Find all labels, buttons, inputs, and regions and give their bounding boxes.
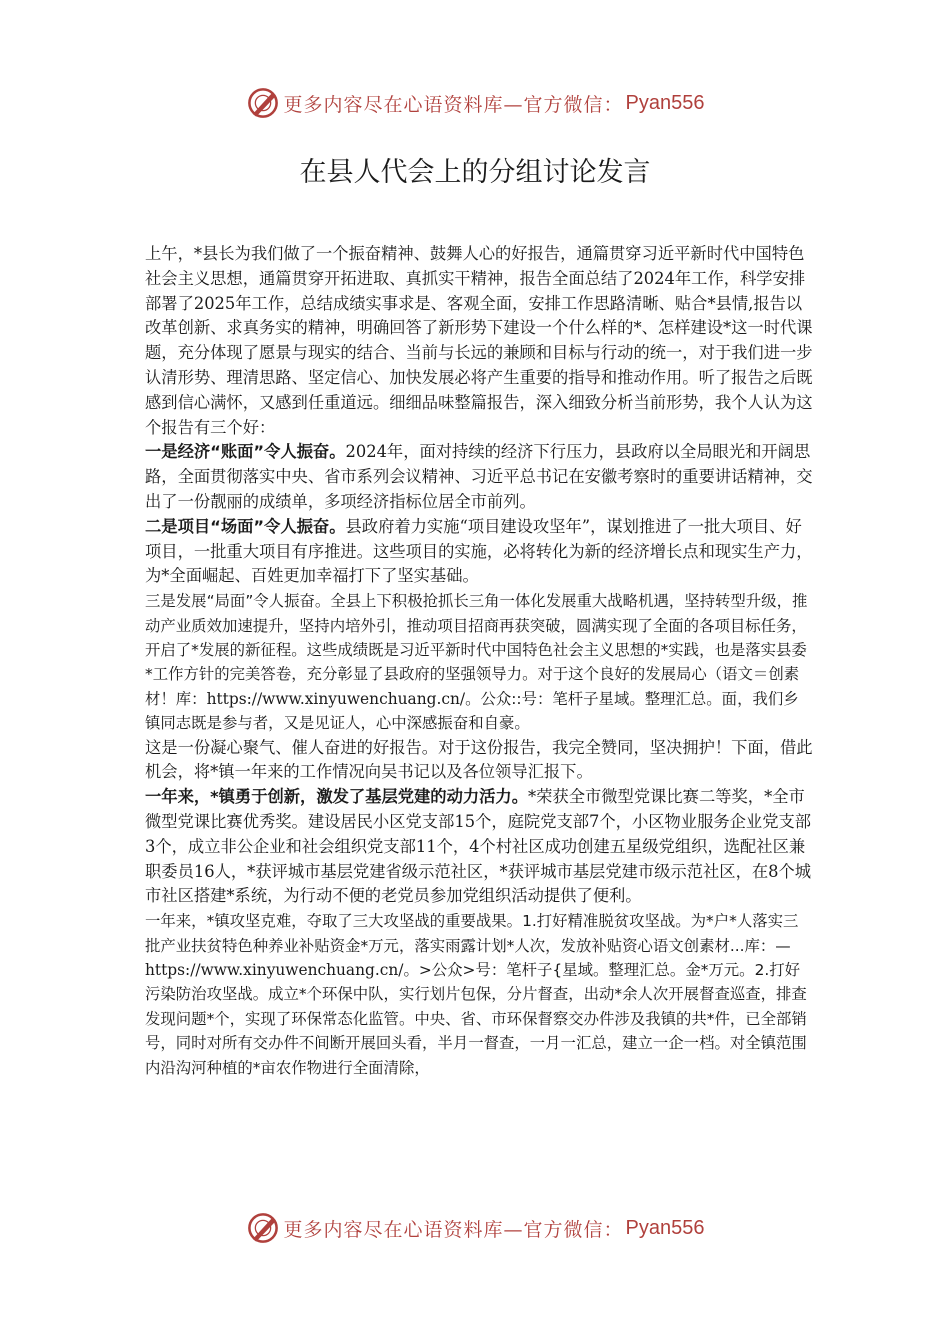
project-paragraph xyxy=(145,515,813,589)
party-building-paragraph xyxy=(145,785,813,909)
economy-text: 2024年，面对持续的经济下行压力，县政府以全局眼光和开阔思路，全面贯彻落实中央、省市系列会议精神、习近平总书记在安徽考察时的重要讲话精神，交出了一份靓丽的成绩单，多项经济指标位居全市前列。 xyxy=(145,442,813,511)
header-watermark-banner xyxy=(0,83,950,123)
banner-text: 更多内容尽在心语资料库—官方微信： xyxy=(283,93,624,116)
document-body xyxy=(145,242,813,1080)
page-title: 在县人代会上的分组讨论发言 xyxy=(299,157,651,188)
economy-paragraph xyxy=(145,440,813,514)
three-battles-paragraph xyxy=(145,909,813,1080)
three-battles-text-end: 。>公众>号：笔杆子{星域。整理汇总。金*万元。2.打好污染防治攻坚战。成立*个环保中队，实行划片包保，分片督查，出动*余人次开展督查巡查，排查发现问题*个，实现了环保常态化监管。中央、省、市环保督察交办件涉及我镇的共*件，已全部销号，同时对所有交办件不间断开展回头看，半月一督查，一月一汇总，建立一企一档。对全镇范围内沿沟河种植的*亩农作物进行全面清除， xyxy=(145,960,807,1077)
source-url-2: https://www.xinyuwenchuang.cn/ xyxy=(145,960,404,979)
banner-wechat-id: Pyan556 xyxy=(625,91,705,114)
banner-text: 更多内容尽在心语资料库—官方微信： xyxy=(283,1218,624,1241)
party-building-heading: 一年来，*镇勇于创新，激发了基层党建的动力活力。 xyxy=(145,787,528,807)
pen-logo-icon xyxy=(246,1211,280,1245)
intro-paragraph: 上午，*县长为我们做了一个振奋精神、鼓舞人心的好报告，通篇贯穿习近平新时代中国特色社会主义思想，通篇贯穿开拓进取、真抓实干精神，报告全面总结了2024年工作，科学安排部署了2025年工作，总结成绩实事求是、客观全面，安排工作思路清晰、贴合*县情,报告以改革创新、求真务实的精神，明确回答了新形势下建设一个什么样的*、怎样建设*这一时代课题，充分体现了愿景与现实的结合、当前与长远的兼顾和目标与行动的统一，对于我们进一步认清形势、理清思路、坚定信心、加快发展必将产生重要的指导和推动作用。听了报告之后既感到信心满怀，又感到任重道远。细细品味整篇报告，深入细致分析当前形势，我个人认为这个报告有三个好： xyxy=(145,244,813,437)
project-text: 县政府着力实施“项目建设攻坚年”，谋划推进了一批大项目、好项目，一批重大项目有序推进。这些项目的实施，必将转化为新的经济增长点和现实生产力，为*全面崛起、百姓更加幸福打下了坚实基础。 xyxy=(145,516,813,586)
support-paragraph: 这是一份凝心聚气、催人奋进的好报告。对于这份报告，我完全赞同，坚决拥护！下面，借此机会，将*镇一年来的工作情况向吴书记以及各位领导汇报下。 xyxy=(145,737,813,782)
source-url: https://www.xinyuwenchuang.cn/ xyxy=(206,689,466,708)
development-paragraph xyxy=(145,589,813,735)
project-heading: 二是项目“场面”令人振奋。 xyxy=(145,516,346,536)
pen-logo-icon xyxy=(246,86,280,120)
economy-heading: 一是经济“账面”令人振奋。 xyxy=(145,442,346,462)
banner-wechat-id: Pyan556 xyxy=(625,1216,705,1239)
footer-watermark-banner xyxy=(0,1208,950,1248)
development-text: 三是发展“局面”令人振奋。全县上下积极抢抓长三角一体化发展重大战略机遇，坚持转型升级，推动产业质效加速提升，坚持内培外引，推动项目招商再获突破，圆满实现了全面的各项目标任务，开启了*发展的新征程。这些成绩既是习近平新时代中国特色社会主义思想的*实践，也是落实县委*工作方针的完美答卷，充分彰显了县政府的坚强领导力。对于这个良好的发展局心（语文＝创素材！库： xyxy=(145,592,808,708)
development-text-end: 。公众::号：笔杆子星域。整理汇总。面，我们乡镇同志既是参与者，又是见证人，心中深感振奋和自豪。 xyxy=(145,689,799,733)
party-building-text: *荣获全市微型党课比赛二等奖，*全市微型党课比赛优秀奖。建设居民小区党支部15个，庭院党支部7个，小区物业服务企业党支部3个，成立非公企业和社会组织党支部11个，4个村社区成功创建五星级党组织，选配社区兼职委员16人，*获评城市基层党建省级示范社区，*获评城市基层党建市级示范社区，在8个城市社区搭建*系统，为行动不便的老党员参加党组织活动提供了便利。 xyxy=(145,787,812,906)
three-battles-text: 一年来，*镇攻坚克难，夺取了三大攻坚战的重要战果。1.打好精准脱贫攻坚战。为*户*人落实三批产业扶贫特色种养业补贴资金*万元，落实雨露计划*人次，发放补贴资心语文创素材...库：— xyxy=(145,912,799,955)
